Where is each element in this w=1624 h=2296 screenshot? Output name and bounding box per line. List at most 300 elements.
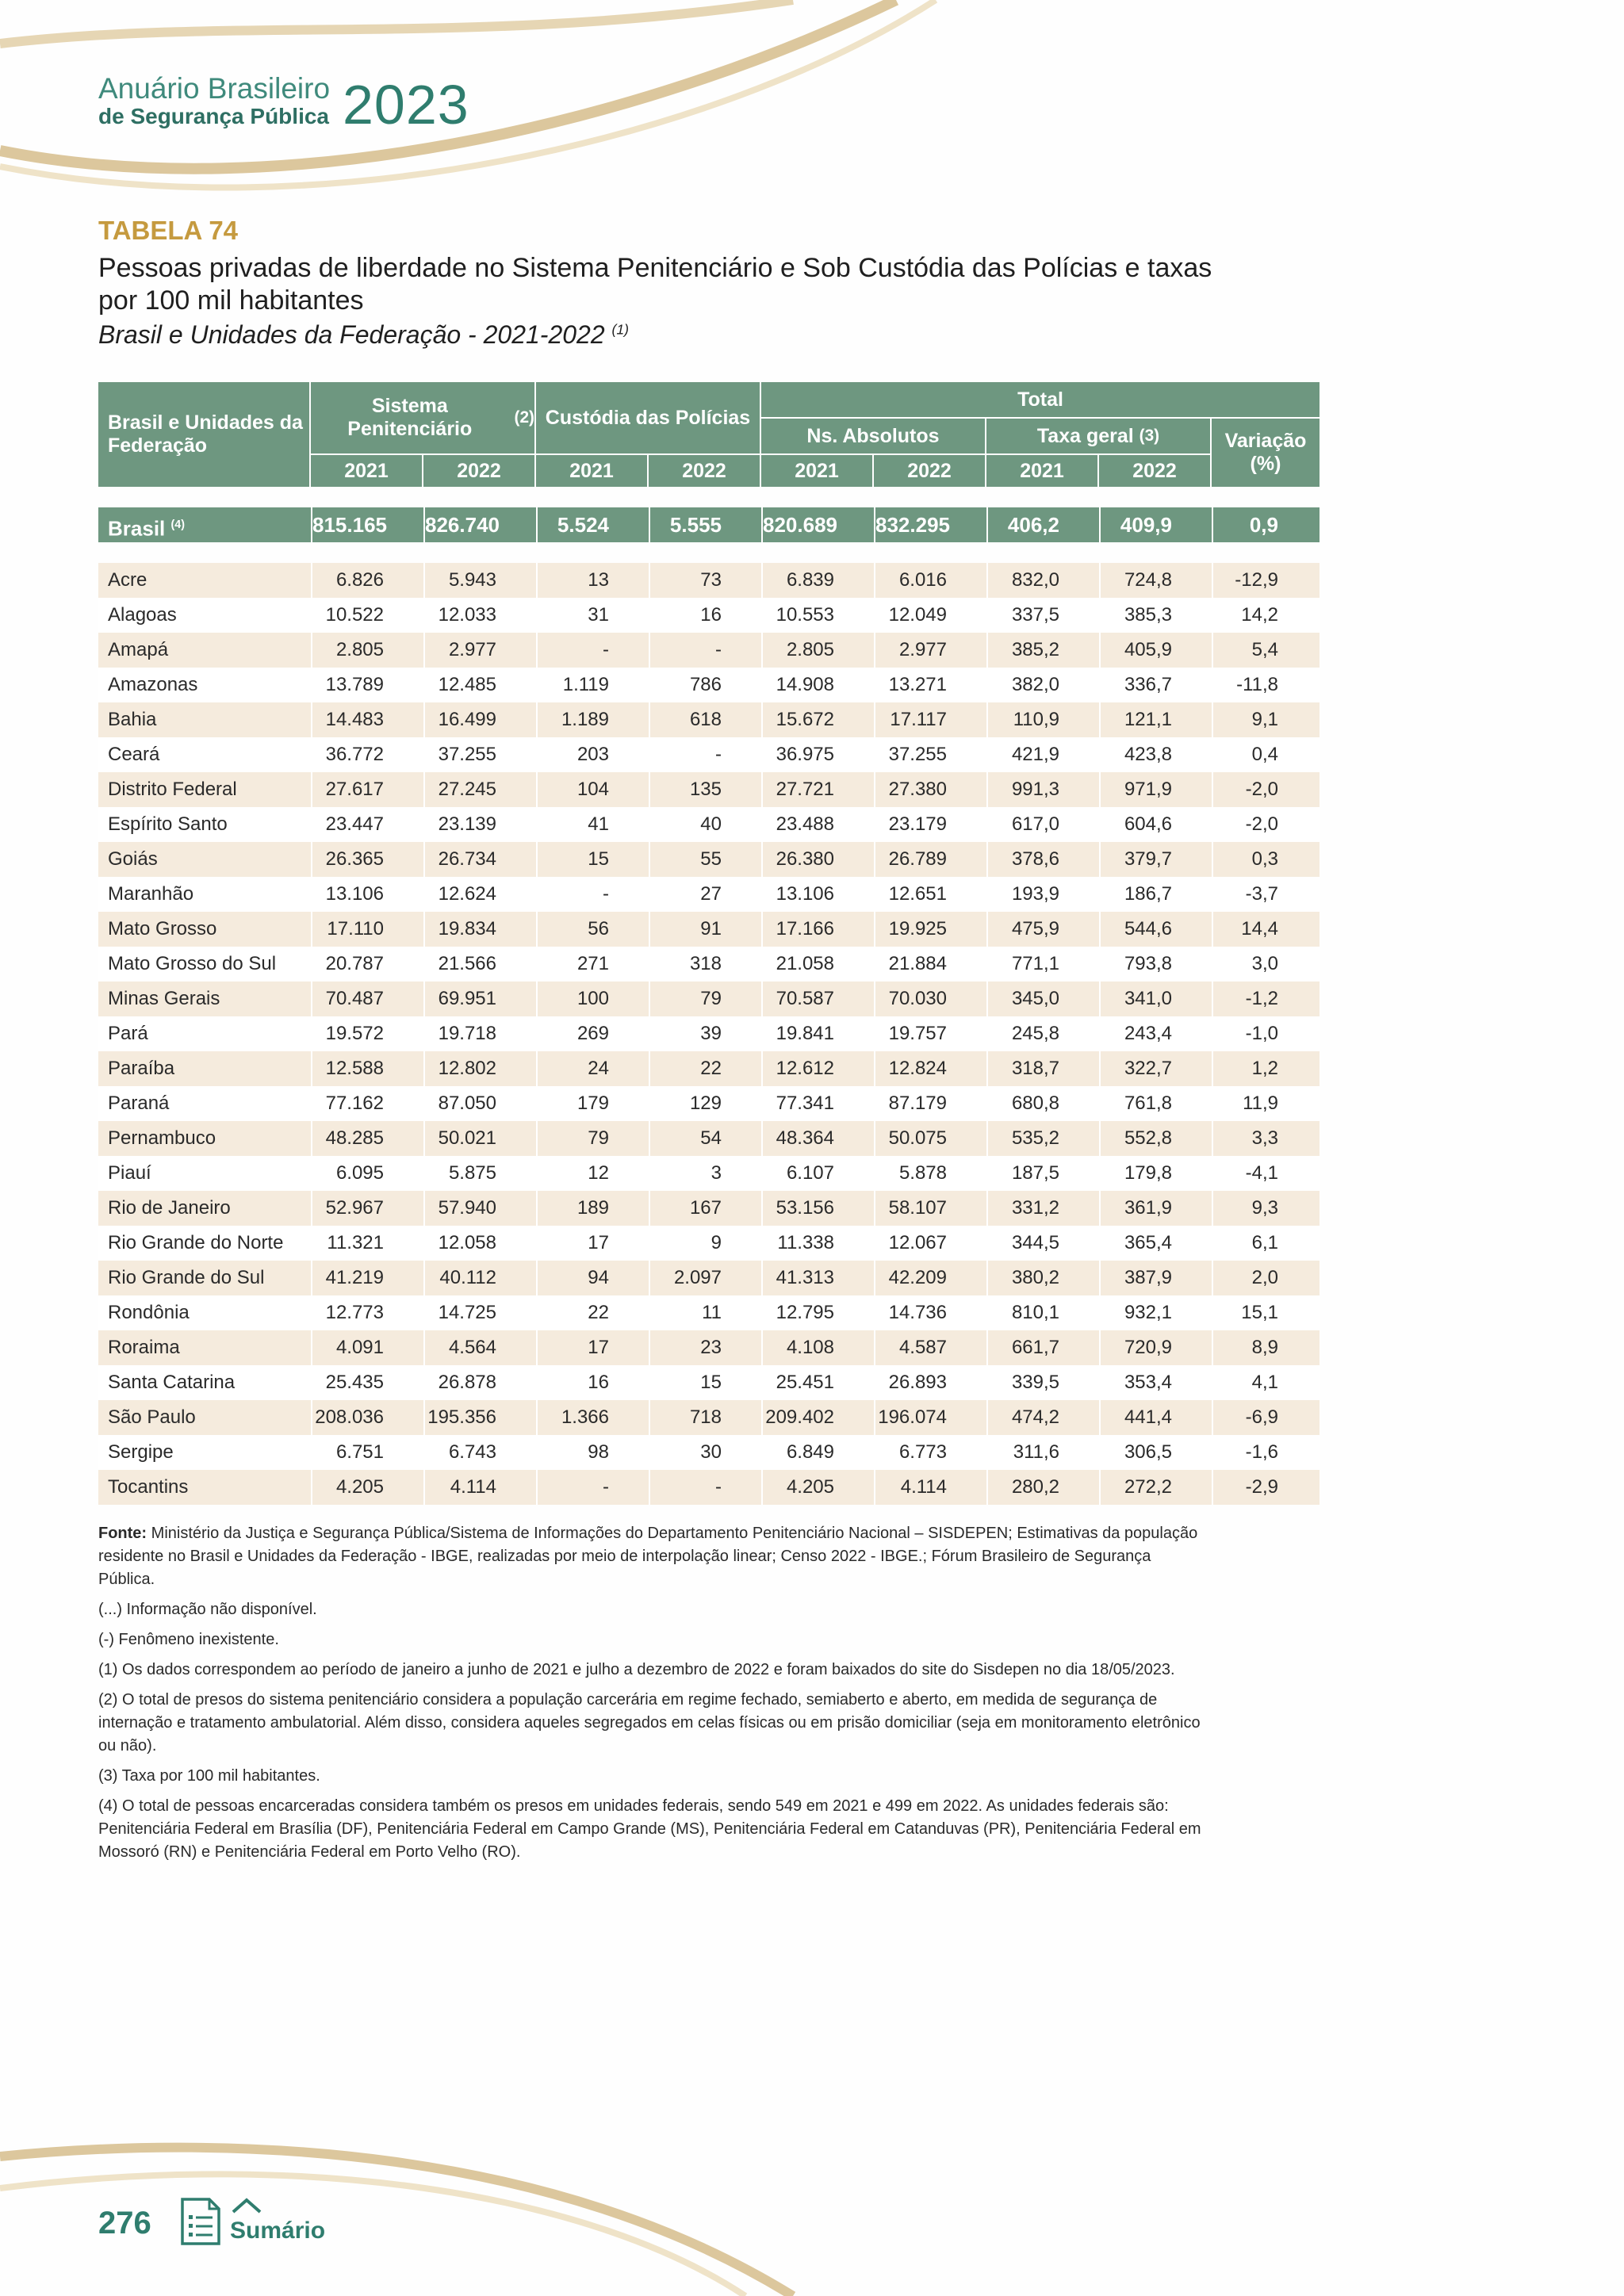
value-cell: 27.617 — [311, 772, 423, 807]
table-row — [98, 772, 1320, 807]
header-sistema-label: Sistema Penitenciário — [347, 395, 473, 440]
value-cell: 1,2 — [1212, 1051, 1320, 1086]
value-cell: 57.940 — [423, 1191, 536, 1226]
value-cell: 14.908 — [761, 668, 874, 702]
value-cell: 55 — [649, 842, 761, 877]
chevron-up-icon[interactable] — [230, 2196, 263, 2215]
header-year-absolutos-2021: 2021 — [761, 455, 872, 487]
value-cell: 5,4 — [1212, 633, 1320, 668]
value-cell: 12.795 — [761, 1295, 874, 1330]
header-taxa — [986, 419, 1210, 453]
table-row — [98, 912, 1320, 947]
value-cell: 761,8 — [1099, 1086, 1212, 1121]
value-cell: 19.572 — [311, 1016, 423, 1051]
value-cell: 6.016 — [874, 563, 986, 598]
state-name-cell: Mato Grosso do Sul — [108, 953, 277, 974]
value-cell: 387,9 — [1099, 1261, 1212, 1295]
value-cell: 203 — [536, 737, 649, 772]
value-cell: 52.967 — [311, 1191, 423, 1226]
header-custodia-label: Custódia das Polícias — [545, 406, 751, 429]
value-cell: - — [536, 633, 649, 668]
value-cell: 41.313 — [761, 1261, 874, 1295]
value-cell: 331,2 — [986, 1191, 1099, 1226]
value-cell: 786 — [649, 668, 761, 702]
value-cell: 77.341 — [761, 1086, 874, 1121]
value-cell: 8,9 — [1212, 1330, 1320, 1365]
value-cell: 2.097 — [649, 1261, 761, 1295]
header-absolutos-label: Ns. Absolutos — [806, 424, 940, 447]
value-cell: 37.255 — [423, 737, 536, 772]
value-cell: 793,8 — [1099, 947, 1212, 982]
value-cell: 6.773 — [874, 1435, 986, 1470]
header-sistema-footnote: (2) — [514, 408, 534, 427]
value-cell: 604,6 — [1099, 807, 1212, 842]
value-cell: 337,5 — [986, 598, 1099, 633]
state-name-cell: Goiás — [108, 848, 158, 870]
table-row — [98, 1400, 1320, 1435]
value-cell: 12.612 — [761, 1051, 874, 1086]
value-cell: -1,0 — [1212, 1016, 1320, 1051]
value-cell: 245,8 — [986, 1016, 1099, 1051]
value-cell: 37.255 — [874, 737, 986, 772]
header-year-sistema-2022: 2022 — [423, 455, 534, 487]
value-cell: 353,4 — [1099, 1365, 1212, 1400]
note-4: (4) O total de pessoas encarceradas considera também os presos em unidades federais, sendo 549 em 2021 e 499 em 2022. As unidades federais são: Penitenciária Federal em Brasília (DF), Penitenciária Federal em Campo Grande (MS), Penitenciária Federal em Catanduvas (PR), Penitenciária Federal em Mossoró (RN) e Penitenciária Federal em Porto Velho (RO). — [98, 1797, 1201, 1861]
value-cell: 70.487 — [311, 982, 423, 1016]
value-cell: 189 — [536, 1191, 649, 1226]
value-cell: 361,9 — [1099, 1191, 1212, 1226]
value-cell: 771,1 — [986, 947, 1099, 982]
value-cell: 186,7 — [1099, 877, 1212, 912]
value-cell: -12,9 — [1212, 563, 1320, 598]
value-cell: 17 — [536, 1330, 649, 1365]
value-cell: 12.624 — [423, 877, 536, 912]
value-cell: 4.564 — [423, 1330, 536, 1365]
value-cell: 5.943 — [423, 563, 536, 598]
value-cell: 70.030 — [874, 982, 986, 1016]
value-cell: 3 — [649, 1156, 761, 1191]
value-cell: 36.975 — [761, 737, 874, 772]
value-cell: 100 — [536, 982, 649, 1016]
value-cell: 3,3 — [1212, 1121, 1320, 1156]
state-name-cell: Paraíba — [108, 1058, 175, 1079]
value-cell: -6,9 — [1212, 1400, 1320, 1435]
value-cell: 14.736 — [874, 1295, 986, 1330]
value-cell: 552,8 — [1099, 1121, 1212, 1156]
note-not-available: (...) Informação não disponível. — [98, 1601, 317, 1618]
value-cell: 15 — [536, 842, 649, 877]
value-cell: 42.209 — [874, 1261, 986, 1295]
value-cell: - — [649, 1470, 761, 1505]
table-number: TABELA 74 — [98, 216, 239, 245]
value-cell: 2.805 — [311, 633, 423, 668]
table-row — [98, 807, 1320, 842]
state-name-cell: Santa Catarina — [108, 1372, 236, 1393]
header-sistema — [311, 382, 534, 453]
value-cell: 991,3 — [986, 772, 1099, 807]
value-cell: 23 — [649, 1330, 761, 1365]
value-cell: 17.110 — [311, 912, 423, 947]
value-cell: 40 — [649, 807, 761, 842]
value-cell: 718 — [649, 1400, 761, 1435]
table-notes — [98, 1522, 1208, 1871]
value-cell: 26.789 — [874, 842, 986, 877]
table-row — [98, 877, 1320, 912]
value-cell: 617,0 — [986, 807, 1099, 842]
value-cell: 535,2 — [986, 1121, 1099, 1156]
value-cell: 40.112 — [423, 1261, 536, 1295]
table-row — [98, 737, 1320, 772]
value-cell: 4,1 — [1212, 1365, 1320, 1400]
value-cell: 79 — [649, 982, 761, 1016]
value-cell: 13.106 — [311, 877, 423, 912]
state-name-cell: Minas Gerais — [108, 988, 220, 1009]
value-cell: 87.179 — [874, 1086, 986, 1121]
value-cell: - — [536, 1470, 649, 1505]
value-cell: 4.091 — [311, 1330, 423, 1365]
state-name-cell: Pará — [108, 1023, 148, 1044]
brasil-cell: 5.524 — [536, 507, 649, 542]
value-cell: 680,8 — [986, 1086, 1099, 1121]
value-cell: 16 — [536, 1365, 649, 1400]
value-cell: 322,7 — [1099, 1051, 1212, 1086]
value-cell: 48.285 — [311, 1121, 423, 1156]
state-name-cell: Rio de Janeiro — [108, 1197, 231, 1219]
sumario-link[interactable]: Sumário — [230, 2218, 326, 2244]
value-cell: 14.483 — [311, 702, 423, 737]
value-cell: -2,0 — [1212, 807, 1320, 842]
value-cell: 22 — [536, 1295, 649, 1330]
value-cell: - — [649, 737, 761, 772]
value-cell: 104 — [536, 772, 649, 807]
table-row — [98, 563, 1320, 598]
value-cell: 53.156 — [761, 1191, 874, 1226]
value-cell: 4.587 — [874, 1330, 986, 1365]
value-cell: 19.834 — [423, 912, 536, 947]
value-cell: 58.107 — [874, 1191, 986, 1226]
value-cell: 15,1 — [1212, 1295, 1320, 1330]
value-cell: 12.485 — [423, 668, 536, 702]
value-cell: 6.751 — [311, 1435, 423, 1470]
note-nonexistent: (-) Fenômeno inexistente. — [98, 1631, 279, 1648]
value-cell: 5.875 — [423, 1156, 536, 1191]
value-cell: 475,9 — [986, 912, 1099, 947]
value-cell: 1.366 — [536, 1400, 649, 1435]
state-name-cell: Paraná — [108, 1093, 170, 1114]
table-row — [98, 1330, 1320, 1365]
value-cell: 14,4 — [1212, 912, 1320, 947]
value-cell: 661,7 — [986, 1330, 1099, 1365]
value-cell: 2,0 — [1212, 1261, 1320, 1295]
table-row — [98, 668, 1320, 702]
value-cell: -11,8 — [1212, 668, 1320, 702]
brasil-footnote: (4) — [170, 519, 185, 531]
value-cell: 932,1 — [1099, 1295, 1212, 1330]
state-name-cell: Rio Grande do Norte — [108, 1232, 284, 1253]
value-cell: 77.162 — [311, 1086, 423, 1121]
value-cell: 6,1 — [1212, 1226, 1320, 1261]
value-cell: 17.166 — [761, 912, 874, 947]
value-cell: - — [649, 633, 761, 668]
value-cell: 39 — [649, 1016, 761, 1051]
value-cell: 12.802 — [423, 1051, 536, 1086]
value-cell: 19.757 — [874, 1016, 986, 1051]
value-cell: 423,8 — [1099, 737, 1212, 772]
table-row — [98, 1086, 1320, 1121]
value-cell: 306,5 — [1099, 1435, 1212, 1470]
value-cell: 196.074 — [874, 1400, 986, 1435]
brasil-cell: 820.689 — [761, 507, 874, 542]
value-cell: 11,9 — [1212, 1086, 1320, 1121]
note-1: (1) Os dados correspondem ao período de janeiro a junho de 2021 e julho a dezembro de 2022 e foram baixados do site do Sisdepen no dia 18/05/2023. — [98, 1661, 1175, 1678]
value-cell: 12.067 — [874, 1226, 986, 1261]
value-cell: 365,4 — [1099, 1226, 1212, 1261]
brand-line-1: Anuário Brasileiro — [98, 72, 331, 105]
value-cell: 12.588 — [311, 1051, 423, 1086]
header-uf-label: Brasil e Unidades da Federação — [108, 411, 303, 457]
table-row — [98, 842, 1320, 877]
value-cell: 91 — [649, 912, 761, 947]
value-cell: -1,6 — [1212, 1435, 1320, 1470]
state-name-cell: Amapá — [108, 639, 169, 660]
table-subtitle — [98, 320, 629, 350]
value-cell: 385,2 — [986, 633, 1099, 668]
value-cell: 14.725 — [423, 1295, 536, 1330]
value-cell: 0,3 — [1212, 842, 1320, 877]
state-name-cell: Mato Grosso — [108, 918, 217, 939]
value-cell: 26.365 — [311, 842, 423, 877]
value-cell: -1,2 — [1212, 982, 1320, 1016]
brasil-cell: 409,9 — [1099, 507, 1212, 542]
state-name-cell: Espírito Santo — [108, 813, 228, 835]
value-cell: 344,5 — [986, 1226, 1099, 1261]
header-year-sistema-2021: 2021 — [311, 455, 422, 487]
value-cell: 187,5 — [986, 1156, 1099, 1191]
header-year-custodia-2021: 2021 — [536, 455, 647, 487]
value-cell: 339,5 — [986, 1365, 1099, 1400]
value-cell: 17 — [536, 1226, 649, 1261]
header-year-absolutos-2022: 2022 — [874, 455, 985, 487]
value-cell: 26.734 — [423, 842, 536, 877]
value-cell: 318,7 — [986, 1051, 1099, 1086]
value-cell: 11 — [649, 1295, 761, 1330]
value-cell: 618 — [649, 702, 761, 737]
header-total-label: Total — [1017, 388, 1063, 411]
value-cell: -3,7 — [1212, 877, 1320, 912]
value-cell: 41.219 — [311, 1261, 423, 1295]
value-cell: -2,9 — [1212, 1470, 1320, 1505]
state-name-cell: São Paulo — [108, 1406, 196, 1428]
value-cell: 269 — [536, 1016, 649, 1051]
value-cell: 27.245 — [423, 772, 536, 807]
table-title: Pessoas privadas de liberdade no Sistema Penitenciário e Sob Custódia das Polícias e taxas por 100 mil habitantes — [98, 253, 1212, 316]
value-cell: 16.499 — [423, 702, 536, 737]
value-cell: 14,2 — [1212, 598, 1320, 633]
table-row — [98, 1016, 1320, 1051]
table-row — [98, 633, 1320, 668]
value-cell: 11.338 — [761, 1226, 874, 1261]
state-name-cell: Bahia — [108, 709, 157, 730]
document-list-icon[interactable] — [179, 2196, 222, 2247]
value-cell: -2,0 — [1212, 772, 1320, 807]
value-cell: 26.878 — [423, 1365, 536, 1400]
value-cell: 724,8 — [1099, 563, 1212, 598]
state-name-cell: Rondônia — [108, 1302, 190, 1323]
value-cell: 21.058 — [761, 947, 874, 982]
value-cell: 2.977 — [874, 633, 986, 668]
value-cell: 12.049 — [874, 598, 986, 633]
table-row — [98, 1261, 1320, 1295]
brasil-cell: 815.165 — [311, 507, 423, 542]
value-cell: 23.179 — [874, 807, 986, 842]
table-row — [98, 1121, 1320, 1156]
value-cell: 6.849 — [761, 1435, 874, 1470]
value-cell: 24 — [536, 1051, 649, 1086]
value-cell: 336,7 — [1099, 668, 1212, 702]
value-cell: 21.884 — [874, 947, 986, 982]
subtitle-footnote: (1) — [611, 321, 630, 338]
value-cell: 311,6 — [986, 1435, 1099, 1470]
value-cell: 15 — [649, 1365, 761, 1400]
value-cell: 50.021 — [423, 1121, 536, 1156]
header-taxa-footnote: (3) — [1139, 427, 1160, 445]
value-cell: 2.977 — [423, 633, 536, 668]
header-year-taxa-2022: 2022 — [1099, 455, 1210, 487]
value-cell: 129 — [649, 1086, 761, 1121]
brasil-cell: 0,9 — [1212, 507, 1320, 542]
brand-year: 2023 — [343, 74, 469, 136]
value-cell: 9,1 — [1212, 702, 1320, 737]
value-cell: 19.841 — [761, 1016, 874, 1051]
value-cell: 56 — [536, 912, 649, 947]
publication-logo — [98, 73, 330, 128]
value-cell: 25.451 — [761, 1365, 874, 1400]
table-row — [98, 1365, 1320, 1400]
value-cell: 36.772 — [311, 737, 423, 772]
brasil-cell: 832.295 — [874, 507, 986, 542]
brasil-cell: 406,2 — [986, 507, 1099, 542]
value-cell: 209.402 — [761, 1400, 874, 1435]
value-cell: 0,4 — [1212, 737, 1320, 772]
header-total — [761, 382, 1320, 417]
state-name-cell: Sergipe — [108, 1441, 174, 1463]
brasil-cell: 5.555 — [649, 507, 761, 542]
value-cell: 135 — [649, 772, 761, 807]
value-cell: 11.321 — [311, 1226, 423, 1261]
value-cell: 73 — [649, 563, 761, 598]
value-cell: 1.189 — [536, 702, 649, 737]
value-cell: 50.075 — [874, 1121, 986, 1156]
header-year-custodia-2022: 2022 — [649, 455, 760, 487]
value-cell: 16 — [649, 598, 761, 633]
value-cell: 421,9 — [986, 737, 1099, 772]
value-cell: 378,6 — [986, 842, 1099, 877]
value-cell: 20.787 — [311, 947, 423, 982]
value-cell: 12 — [536, 1156, 649, 1191]
note-3: (3) Taxa por 100 mil habitantes. — [98, 1767, 320, 1785]
note-source-label: Fonte: — [98, 1525, 147, 1542]
table-row — [98, 1191, 1320, 1226]
value-cell: 31 — [536, 598, 649, 633]
value-cell: 87.050 — [423, 1086, 536, 1121]
value-cell: 6.095 — [311, 1156, 423, 1191]
state-name-cell: Distrito Federal — [108, 779, 237, 800]
value-cell: 318 — [649, 947, 761, 982]
state-name-cell: Alagoas — [108, 604, 177, 626]
value-cell: 272,2 — [1099, 1470, 1212, 1505]
value-cell: 3,0 — [1212, 947, 1320, 982]
value-cell: 26.380 — [761, 842, 874, 877]
table-row — [98, 1470, 1320, 1505]
value-cell: 1.119 — [536, 668, 649, 702]
value-cell: 13 — [536, 563, 649, 598]
value-cell: 21.566 — [423, 947, 536, 982]
value-cell: 98 — [536, 1435, 649, 1470]
value-cell: 13.271 — [874, 668, 986, 702]
value-cell: 208.036 — [311, 1400, 423, 1435]
value-cell: 6.839 — [761, 563, 874, 598]
value-cell: 271 — [536, 947, 649, 982]
value-cell: 4.205 — [761, 1470, 874, 1505]
state-name-cell: Rio Grande do Sul — [108, 1267, 265, 1288]
value-cell: 810,1 — [986, 1295, 1099, 1330]
header-uf — [98, 382, 309, 487]
value-cell: 94 — [536, 1261, 649, 1295]
value-cell: 79 — [536, 1121, 649, 1156]
note-source — [98, 1522, 1208, 1591]
value-cell: 17.117 — [874, 702, 986, 737]
table-row — [98, 1295, 1320, 1330]
value-cell: 382,0 — [986, 668, 1099, 702]
value-cell: 4.108 — [761, 1330, 874, 1365]
state-name-cell: Acre — [108, 569, 147, 591]
value-cell: 121,1 — [1099, 702, 1212, 737]
value-cell: 22 — [649, 1051, 761, 1086]
table-row — [98, 598, 1320, 633]
header-variacao-label: Variação (%) — [1224, 430, 1307, 475]
header-year-taxa-2021: 2021 — [986, 455, 1097, 487]
brasil-cell: 826.740 — [423, 507, 536, 542]
value-cell: 12.773 — [311, 1295, 423, 1330]
header-variacao — [1212, 419, 1320, 487]
value-cell: 12.058 — [423, 1226, 536, 1261]
value-cell: - — [536, 877, 649, 912]
table-row — [98, 1156, 1320, 1191]
value-cell: 13.789 — [311, 668, 423, 702]
state-name-cell: Maranhão — [108, 883, 194, 905]
value-cell: 9 — [649, 1226, 761, 1261]
value-cell: 69.951 — [423, 982, 536, 1016]
value-cell: 23.488 — [761, 807, 874, 842]
value-cell: 6.743 — [423, 1435, 536, 1470]
value-cell: 23.447 — [311, 807, 423, 842]
state-name-cell: Roraima — [108, 1337, 180, 1358]
brasil-total-row — [98, 507, 1320, 542]
state-name-cell: Tocantins — [108, 1476, 189, 1498]
value-cell: 27.380 — [874, 772, 986, 807]
value-cell: 19.718 — [423, 1016, 536, 1051]
value-cell: 23.139 — [423, 807, 536, 842]
value-cell: 195.356 — [423, 1400, 536, 1435]
value-cell: 243,4 — [1099, 1016, 1212, 1051]
header-custodia — [536, 382, 760, 453]
value-cell: 27 — [649, 877, 761, 912]
value-cell: 10.522 — [311, 598, 423, 633]
table-row — [98, 1226, 1320, 1261]
value-cell: 15.672 — [761, 702, 874, 737]
value-cell: 27.721 — [761, 772, 874, 807]
value-cell: -4,1 — [1212, 1156, 1320, 1191]
